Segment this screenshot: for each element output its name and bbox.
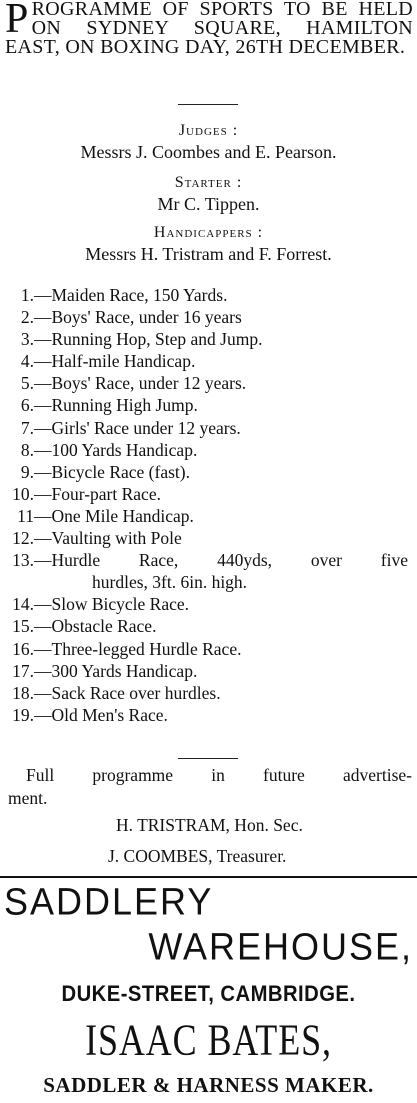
advert-address: DUKE-STREET, CAMBRIDGE. [61, 981, 356, 1006]
event-item [8, 417, 412, 439]
advert-line-saddlery: SADDLERY [4, 880, 214, 924]
event-item [8, 505, 412, 527]
divider-rule [178, 758, 238, 759]
event-text: —Sack Race over hurdles. [34, 682, 221, 703]
event-item [8, 461, 412, 483]
event-text: —300 Yards Handicap. [34, 660, 198, 681]
starter-name: Mr C. Tippen. [157, 194, 260, 214]
event-item [8, 593, 412, 615]
programme-note [26, 764, 412, 787]
event-text: —Girls' Race under 12 years. [34, 417, 241, 438]
event-number: 15. [12, 616, 34, 637]
event-number: 10. [12, 483, 34, 504]
advert-trade: SADDLER & HARNESS MAKER. [43, 1073, 374, 1097]
event-item [8, 549, 412, 571]
advert-separator [0, 876, 417, 878]
events-list [8, 284, 412, 726]
event-number: 13. [12, 550, 34, 571]
event-number: 4. [20, 351, 34, 372]
event-item-continuation: hurdles, 3ft. 6in. high. [92, 572, 248, 593]
event-item [8, 527, 412, 549]
event-number: 19. [12, 704, 34, 725]
event-item [8, 704, 412, 726]
event-text: —Hurdle Race, 440yds, over five [34, 550, 408, 571]
event-number: 2. [20, 307, 34, 328]
event-text: —Running Hop, Step and Jump. [34, 329, 263, 350]
event-number: 1. [20, 285, 34, 305]
event-text: —Vaulting with Pole [34, 528, 182, 549]
event-text: —100 Yards Handicap. [34, 439, 198, 460]
event-text: —Obstacle Race. [34, 616, 157, 637]
handicappers-label: Handicappers : [153, 224, 264, 241]
heading-text: ROGRAMME OF SPORTS TO BE HELD ON SYDNEY SQUARE, HAMILTON EAST, ON BOXING DAY, 26TH DECEMBER. [5, 0, 413, 58]
event-number: 18. [12, 682, 34, 703]
starter-label: Starter : [174, 174, 243, 191]
heading-dropcap: P [5, 0, 29, 42]
event-text: —Boys' Race, under 16 years [34, 307, 242, 328]
event-item [8, 483, 412, 505]
event-item [8, 372, 412, 394]
event-text: —One Mile Handicap. [34, 505, 194, 526]
event-number: 11 [17, 505, 34, 526]
treasurer-signature: J. COOMBES, Treasurer. [108, 846, 287, 866]
event-number: 5. [20, 373, 34, 394]
event-item [8, 394, 412, 416]
event-text: —Four-part Race. [34, 483, 161, 504]
event-number: 8. [20, 439, 34, 460]
handicappers-names: Messrs H. Tristram and F. Forrest. [85, 244, 332, 264]
event-item [8, 284, 412, 306]
event-number: 17. [12, 660, 34, 681]
event-text: —Maiden Race, 150 Yards. [34, 285, 228, 305]
event-item [8, 306, 412, 328]
note-line-1: Full programme in future advertise- [26, 765, 412, 785]
event-number: 7. [20, 417, 34, 438]
event-number: 9. [20, 461, 34, 482]
event-text: —Old Men's Race. [34, 704, 168, 725]
event-item [8, 682, 412, 704]
event-number: 12. [12, 528, 34, 549]
advert-proprietor: ISAAC BATES, [85, 1014, 332, 1065]
event-item [8, 439, 412, 461]
event-item [8, 638, 412, 660]
event-text: —Boys' Race, under 12 years. [34, 373, 247, 394]
advert-line-warehouse: WAREHOUSE, [148, 925, 413, 969]
event-item [8, 615, 412, 637]
secretary-signature: H. TRISTRAM, Hon. Sec. [116, 815, 303, 835]
event-number: 14. [12, 594, 34, 615]
divider-rule [178, 104, 238, 105]
event-text: —Three-legged Hurdle Race. [34, 638, 242, 659]
event-text: —Bicycle Race (fast). [34, 461, 190, 482]
programme-heading [5, 0, 413, 57]
event-number: 6. [20, 395, 34, 416]
event-item [8, 328, 412, 350]
event-item [8, 660, 412, 682]
event-number: 16. [12, 638, 34, 659]
note-line-2: ment. [8, 788, 48, 808]
event-text: —Slow Bicycle Race. [34, 594, 190, 615]
event-text: —Running High Jump. [34, 395, 198, 416]
event-item [8, 350, 412, 372]
judges-names: Messrs J. Coombes and E. Pearson. [80, 142, 337, 162]
judges-label: Judges : [178, 122, 239, 139]
event-number: 3. [20, 329, 34, 350]
event-text: —Half-mile Handicap. [34, 351, 196, 372]
